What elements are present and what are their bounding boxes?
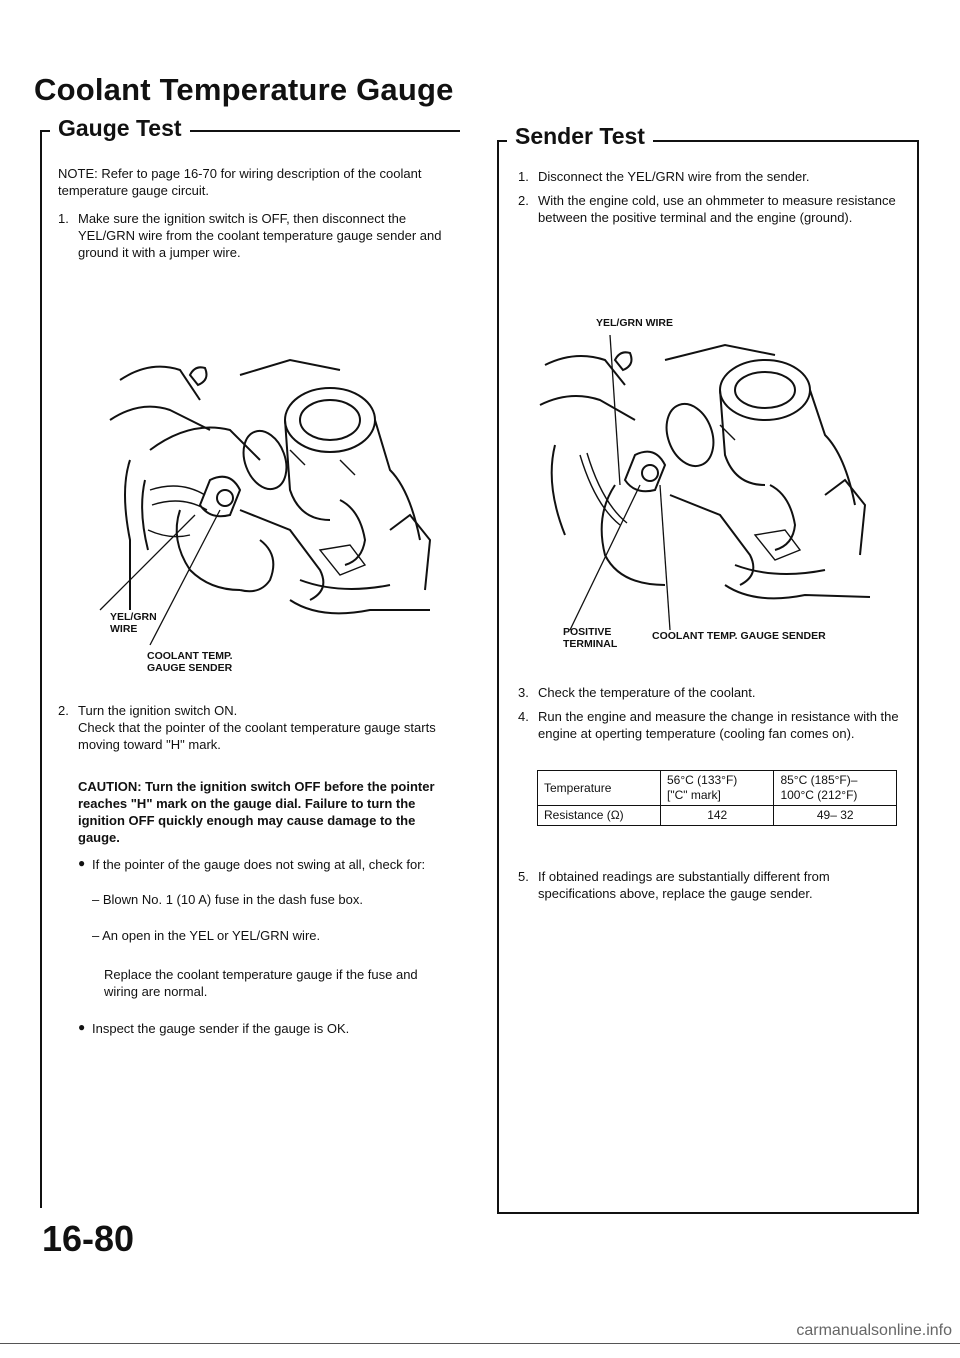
- step-number: 4.: [518, 709, 529, 724]
- check-item-open-wire: – An open in the YEL or YEL/GRN wire.: [92, 928, 321, 943]
- sender-test-heading: Sender Test: [507, 123, 653, 150]
- gauge-test-note: NOTE: Refer to page 16-70 for wiring description of the coolant temperature gauge circuit.: [58, 166, 422, 199]
- replace-note: Replace the coolant temperature gauge if the fuse and wiring are normal.: [104, 967, 418, 1000]
- resistance-spec-table: [537, 770, 897, 826]
- footer-divider: [0, 1343, 960, 1344]
- sender-step-2: [518, 192, 903, 226]
- step-text: Disconnect the YEL/GRN wire from the sender.: [538, 169, 810, 184]
- step-number: 2.: [518, 193, 529, 208]
- table-cell: Resistance (Ω): [538, 806, 661, 826]
- table-cell: Temperature: [538, 771, 661, 806]
- sender-step-3: [518, 684, 903, 701]
- sender-test-engine-illustration: [525, 335, 900, 635]
- step-text-line2: Check that the pointer of the coolant temperature gauge starts moving toward "H" mark.: [78, 720, 436, 753]
- table-cell: 85°C (185°F)– 100°C (212°F): [774, 771, 897, 806]
- page-title: Coolant Temperature Gauge: [34, 72, 454, 107]
- step-number: 2.: [58, 703, 69, 718]
- step-text: Make sure the ignition switch is OFF, then disconnect the YEL/GRN wire from the coolant temperature gauge sender and ground it with a jumper wire.: [78, 211, 442, 261]
- step-number: 1.: [58, 211, 69, 226]
- sender-test-box: [497, 140, 919, 1214]
- table-cell: 142: [661, 806, 774, 826]
- fig-label-positive-terminal: POSITIVE TERMINAL: [563, 626, 618, 651]
- gauge-test-heading: Gauge Test: [50, 115, 190, 142]
- caution-block: [78, 778, 453, 847]
- fig-label-yel-grn-wire: YEL/GRN WIRE: [596, 317, 674, 329]
- step-text: Run the engine and measure the change in resistance with the engine at operting temperature (cooling fan comes on).: [538, 709, 899, 742]
- watermark: carmanualsonline.info: [796, 1322, 952, 1339]
- bullet-text: If the pointer of the gauge does not swing at all, check for:: [92, 857, 426, 872]
- step-number: 5.: [518, 869, 529, 884]
- caution-text: Turn the ignition switch OFF before the pointer reaches "H" mark on the gauge dial. Failure to turn the ignition OFF quickly enough may cause damage to the gauge.: [78, 779, 435, 846]
- sender-step-1: [518, 168, 903, 185]
- table-cell: 49– 32: [774, 806, 897, 826]
- step-text-line1: Turn the ignition switch ON.: [78, 703, 238, 718]
- gauge-step-2: [58, 702, 453, 753]
- fig-label-coolant-temp-sender: COOLANT TEMP. GAUGE SENDER: [147, 650, 233, 675]
- bullet-icon: ●: [78, 856, 86, 870]
- check-item-fuse: – Blown No. 1 (10 A) fuse in the dash fuse box.: [92, 892, 363, 907]
- caution-label: CAUTION:: [78, 779, 142, 794]
- gauge-step-1: [58, 210, 453, 261]
- step-number: 1.: [518, 169, 529, 184]
- fig-label-coolant-temp-sender: COOLANT TEMP. GAUGE SENDER: [652, 630, 826, 642]
- bullet-icon: ●: [78, 1020, 86, 1034]
- table-cell: 56°C (133°F) ["C" mark]: [661, 771, 774, 806]
- step-text: Check the temperature of the coolant.: [538, 685, 756, 700]
- step-number: 3.: [518, 685, 529, 700]
- fig-label-yel-grn-wire: YEL/GRN WIRE: [110, 611, 157, 636]
- gauge-test-box: [40, 130, 462, 1208]
- sender-step-4: [518, 708, 903, 742]
- gauge-bullet-1: [78, 856, 453, 873]
- bullet-text: Inspect the gauge sender if the gauge is OK.: [92, 1021, 350, 1036]
- step-text: With the engine cold, use an ohmmeter to measure resistance between the positive terminal and the engine (ground).: [538, 193, 896, 226]
- table-row: [538, 771, 897, 806]
- step-text: If obtained readings are substantially different from specifications above, replace the gauge sender.: [538, 869, 830, 902]
- table-row: [538, 806, 897, 826]
- gauge-bullet-2: [78, 1020, 453, 1037]
- page-number: 16-80: [42, 1218, 135, 1259]
- sender-step-5: [518, 868, 903, 902]
